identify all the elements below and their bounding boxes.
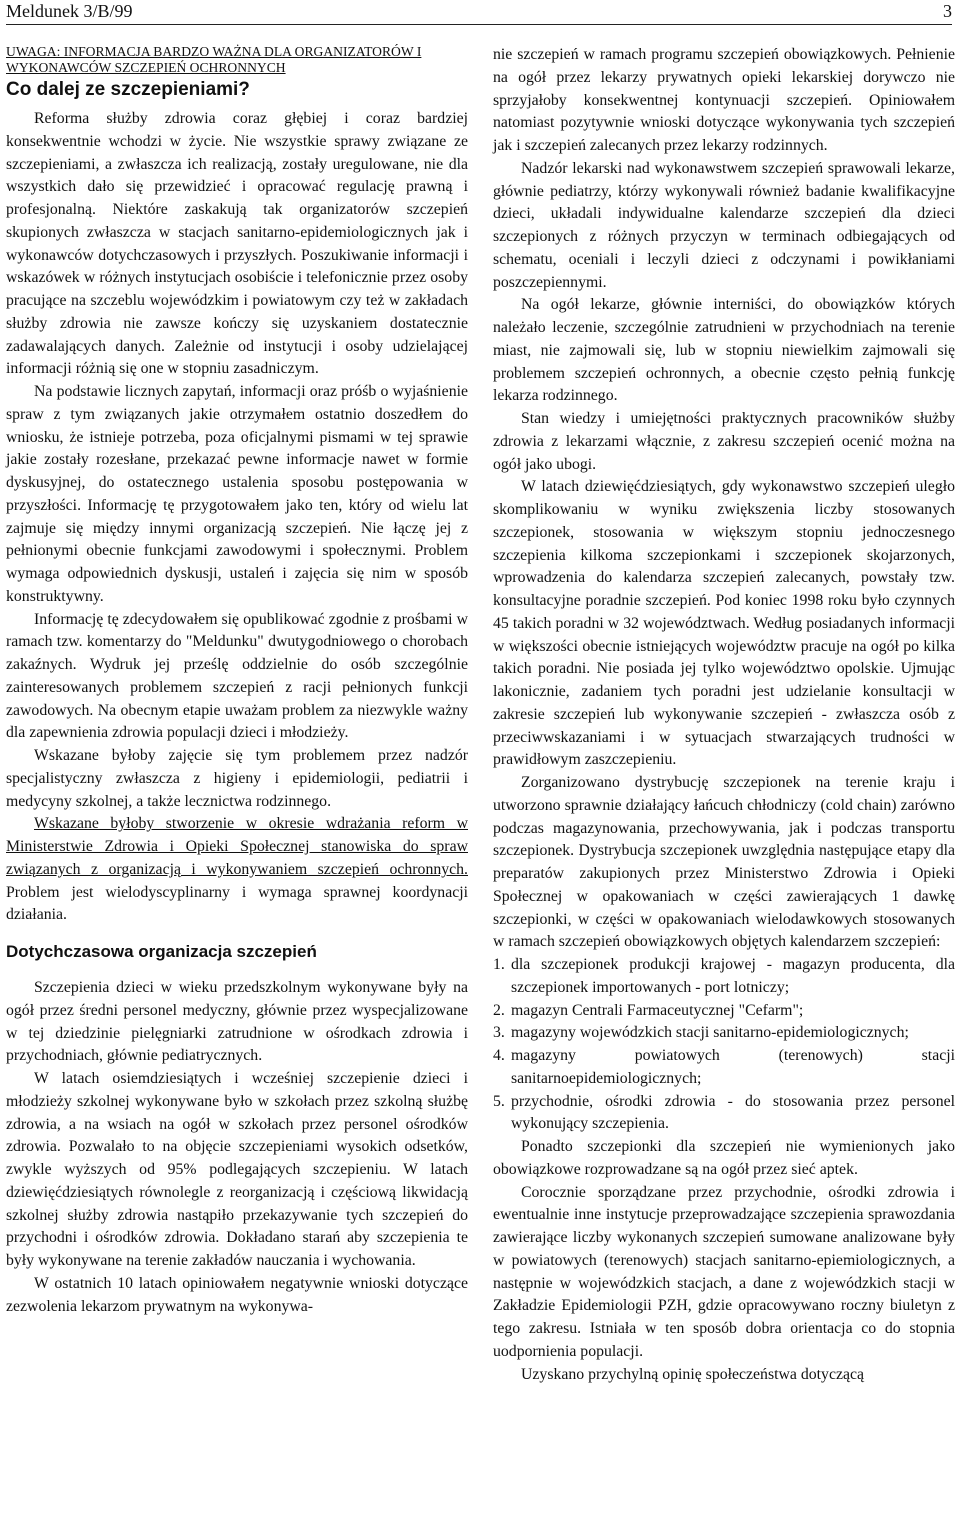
paragraph: Szczepienia dzieci w wieku przedszkolnym wykonywane były na ogół przez średni personel medyczny, głównie przez wyspecjalizowane w tej dziedzinie pielęgniarki zatrudnione w ośrodkach zdrowia i przychodniach, głównie pediatrycznych.	[6, 979, 468, 1065]
article-title: Co dalej ze szczepieniami?	[6, 79, 250, 100]
paragraph: Nadzór lekarski nad wykonawstwem szczepień sprawowali lekarze, głównie pediatrzy, którzy wykonywali również badanie kwalifikacyjne dzieci, układali indywidualne kalendarze szczepień dla dzieci szczepionych z różnych przyczyn w terminach odbiegających od schematu, oceniali i leczyli dzieci z odczynami i powikłaniami poszczepiennymi.	[493, 159, 955, 291]
running-head-title: Meldunek 3/B/99	[6, 1, 133, 21]
paragraph: Na ogół lekarze, głównie interniści, do obowiązków których należało leczenie, szczególnie zatrudnieni w przychodniach na terenie miast, nie zajmowali się, lub w stopniu niewielkim zajmowali się problemem szczepień ochronnych, a obecnie często pełnią funkcję lekarza rodzinnego.	[493, 296, 955, 405]
distribution-steps-list	[493, 954, 955, 1136]
paragraph-continuation: Problem jest wielodyscyplinarny i wymaga sprawnej koordynacji działania.	[6, 883, 468, 924]
paragraph: Zorganizowano dystrybucję szczepionek na terenie kraju i utworzono sprawnie działający łańcuch chłodniczy (cold chain) zarówno podczas magazynowania, przechowywania, jak i podczas transportu szczepionek. Dystrybucja szczepionek uwzględnia następujące etapy dla preparatów zakupionych przez Ministerstwo Zdrowia i Opieki Społecznej w opakowaniach w części zawierających 1 dawkę szczepionki, w części w opakowaniach wielodawkowych stosowanych w ramach szczepień obowiązkowych objętych kalendarzem szczepień:	[493, 774, 955, 951]
paragraph: W latach dziewięćdziesiątych, gdy wykonawstwo szczepień uległo skomplikowaniu w wyniku zwiększenia liczby stosowanych szczepionek, stosowania w większym stopniu jednoczesnego szczepienia kilkoma szczepionkami i szczepionek skojarzonych, wprowadzenia do kalendarza szczepień zalecanych, powstały tzw. konsultacyjne poradnie szczepień. Pod koniec 1998 roku było czynnych 45 takich poradni w 32 województwach. Według posiadanych informacji w większości obecnie istniejących województw pracuje na ogół po kilka takich poradni. Nie posiada jej tylko województwo opolskie. Ujmując lakonicznie, zadaniem tych poradni jest udzielanie konsultacji w zakresie szczepień lub wykonywanie szczepień - zwłaszcza osób z przeciwwskazaniami i w sytuacjach stwarzających trudności w prawidłowym zaszczepieniu.	[493, 478, 955, 769]
header-rule	[6, 24, 952, 25]
paragraph: W ostatnich 10 latach opiniowałem negatywnie wnioski dotyczące zezwolenia lekarzom prywatnym na wykonywa-	[6, 1274, 468, 1315]
list-number: 5.	[493, 1092, 505, 1110]
paragraph: W latach osiemdziesiątych i wcześniej szczepienie dzieci i młodzieży szkolnej wykonywane było w szkołach przez szkolną służbę zdrowia, a na wsiach na ogół w szkołach przez personel ośrodków zdrowia. Pozwalało to na objęcie szczepieniami wysokich odsetków, zwykle wyższych od 95% podlegających szczepieniu. W latach dziewięćdziesiątych równolegle z reorganizacją i częściową likwidacją szkolnej służby zdrowia nastąpiło przekazywanie tych szczepień do przychodni i ośrodków zdrowia. Dokładano starań aby szczepienia te były wykonywane na terenie zakładów nauczania i wychowania.	[6, 1070, 468, 1269]
list-number: 3.	[493, 1024, 505, 1042]
list-item	[493, 1045, 955, 1091]
paragraph: Wskazane byłoby zajęcie się tym problemem przez nadzór specjalistyczny zwłaszcza z higieny i epidemiologii, pediatrii i medycyny szkolnej, a także lecznictwa rodzinnego.	[6, 747, 468, 810]
left-column	[6, 44, 468, 1318]
paragraph: nie szczepień w ramach programu szczepień obowiązkowych. Pełnienie na ogół przez lekarzy prywatnych opieki lekarskiej dorywczo nie sprzyjałoby konsekwentnej kontynuacji szczepień. Opiniowałem natomiast pozytywnie wnioski dotyczące wykonywania tych szczepień jak i szczepień zalecanych przez lekarzy rodzinnych.	[493, 46, 955, 154]
list-text: przychodnie, ośrodki zdrowia - do stosowania przez personel wykonujący szczepienia.	[511, 1092, 955, 1133]
list-text: dla szczepionek produkcji krajowej - magazyn producenta, dla szczepionek importowanych - port lotniczy;	[511, 956, 955, 996]
section-title: Dotychczasowa organizacja szczepień	[6, 942, 317, 961]
paragraph: Informację tę zdecydowałem się opublikować zgodnie z prośbami w ramach tzw. komentarzy do "Meldunku" dwutygodniowego o chorobach zakaźnych. Wydruk jej prześlę oddzielnie do osób szczególnie zainteresowanych problemem szczepień z racji pełnionych funkcji zawodowych. Na obecnym etapie uważam problem za niezwykle ważny dla zapewnienia zdrowia populacji dzieci i młodzieży.	[6, 610, 468, 742]
list-text: magazyny powiatowych (terenowych) stacji sanitarnoepidemiologicznych;	[511, 1047, 955, 1087]
paragraph: Corocznie sporządzane przez przychodnie, ośrodki zdrowia i ewentualnie inne instytucje przeprowadzające szczepienia sprawozdania zawierające liczby wykonanych szczepień sumowane analizowane były w powiatowych (terenowych) stacjach sanitarno-epiemiologicznych, a następnie w wojewódzkich stacjach, a dane z wojewódzkich stacji w Zakładzie Epidemiologii PZH, gdzie opracowywano roczny biuletyn z tego zakresu. Istniała w ten sposób dobra orientacja co do stopnia uodpornienia populacji.	[493, 1183, 955, 1360]
list-number: 2.	[493, 1001, 505, 1019]
paragraph: Uzyskano przychylną opinię społeczeństwa dotyczącą	[521, 1365, 865, 1383]
list-text: magazyn Centrali Farmaceutycznej "Cefarm";	[511, 1001, 804, 1019]
list-item	[493, 1022, 955, 1045]
list-item	[493, 954, 955, 1000]
list-text: magazyny wojewódzkich stacji sanitarno-epidemiologicznych;	[511, 1024, 909, 1042]
right-column	[493, 44, 955, 1386]
running-head	[6, 0, 952, 22]
paragraph: Ponadto szczepionki dla szczepień nie wymienionych jako obowiązkowe rozprowadzane są na ogół przez sieć aptek.	[493, 1138, 955, 1178]
list-number: 4.	[493, 1047, 505, 1064]
list-number: 1.	[493, 956, 505, 973]
underlined-recommendation: Wskazane byłoby stworzenie w okresie wdrażania reform w Ministerstwie Zdrowia i Opieki Społecznej stanowiska do spraw związanych z organizacją i wykonywaniem szczepień ochronnych.	[6, 815, 468, 878]
paragraph	[6, 813, 468, 927]
paragraph: Stan wiedzy i umiejętności praktycznych pracowników służby zdrowia z lekarzami włącznie, z zakresu szczepień ocenić można na ogół jako ubogi.	[493, 410, 955, 473]
list-item	[493, 1000, 955, 1023]
paragraph: Na podstawie licznych zapytań, informacji oraz próśb o wyjaśnienie spraw z tym związanych jakie otrzymałem ostatnio doszedłem do wniosku, że istnieje potrzeba, poza oficjalnymi pismami w tej sprawie jakie zostały rozesłane, przekazać pewne informacje nawet w formie dyskusyjnej, do ostatecznego ustalenia sposobu postępowania w przyszłości. Informację tę przygotowałem jako ten, który od wielu lat zajmuje się między innymi organizacją szczepień. Nie łączę jej z pełnionymi obecnie funkcjami zawodowymi i społecznymi. Problem wymaga odpowiednich dyskusji, ustaleń i zajęcia się nim w sposób konstruktywny.	[6, 383, 468, 605]
notice-heading: UWAGA: INFORMACJA BARDZO WAŻNA DLA ORGANIZATORÓW I WYKONAWCÓW SZCZEPIEŃ OCHRONNYCH	[6, 44, 422, 75]
paragraph: Reforma służby zdrowia coraz głębiej i coraz bardziej konsekwentnie wchodzi w życie. Nie wszystkie sprawy związane ze szczepieniami, a zwłaszcza ich realizacją, zostały uregulowane, nie dla wszystkich dało się przewidzieć i opracować regulację prawną i profesjonalną. Niektóre zaskakują tak organizatorów szczepień skupionych zwłaszcza w stacjach sanitarno-epidemiologicznych jak i wykonawców dotychczasowych i przyszłych. Poszukiwanie informacji i wskazówek w różnych instytucjach osobiście i telefonicznie przez osoby pracujące na szczeblu wojewódzkim i powiatowym czy też w zakładach służby zdrowia nie zawsze kończy się uzyskaniem dostatecznie zadawalających danych. Zależnie od instytucji i osoby udzielającej informacji różnią się one w stopniu zasadniczym.	[6, 110, 468, 378]
list-item	[493, 1091, 955, 1137]
page-number: 3	[943, 1, 952, 21]
